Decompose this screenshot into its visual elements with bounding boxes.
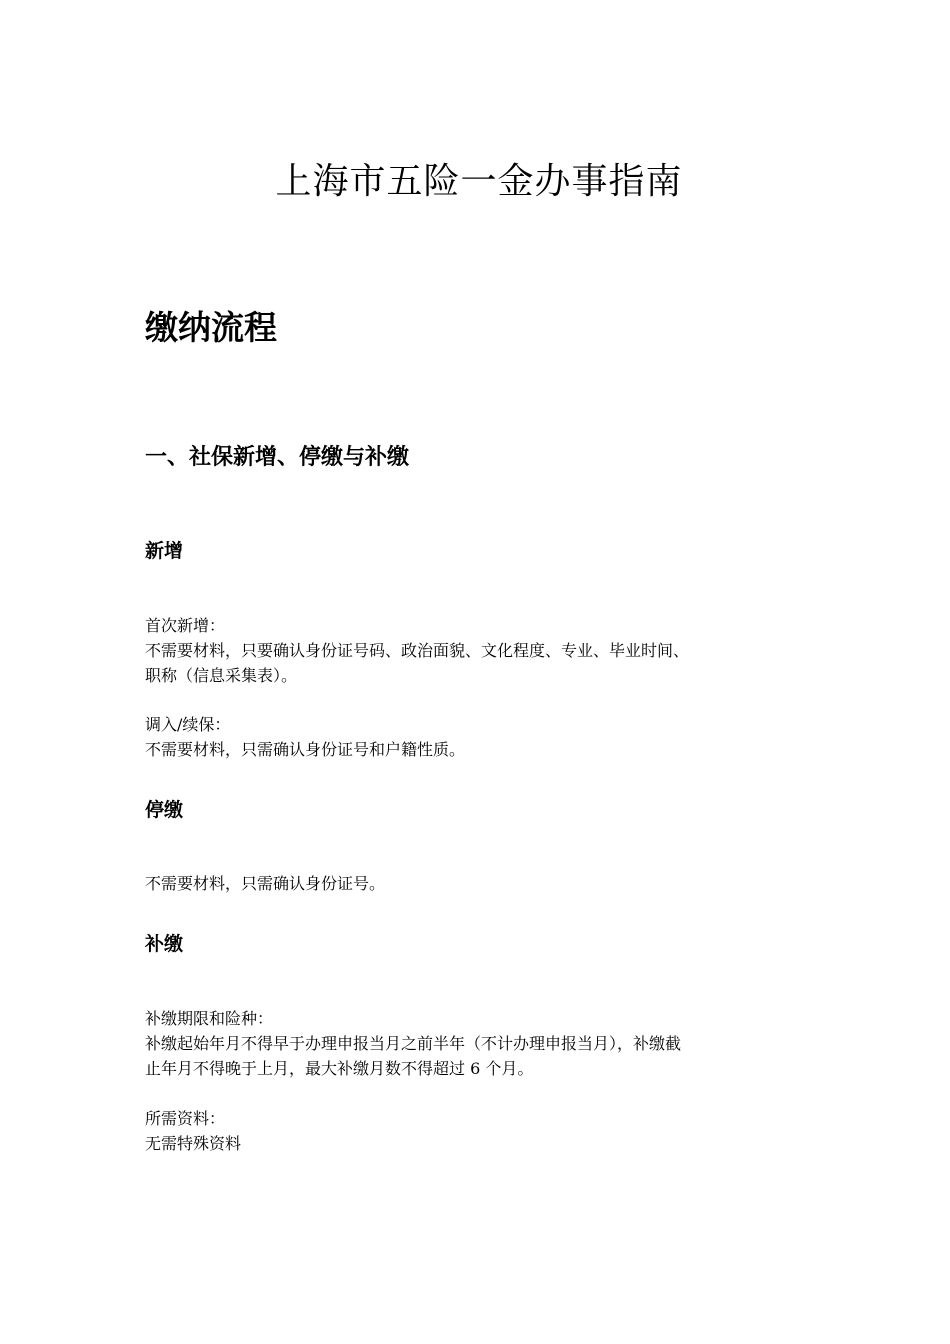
transfer-paragraph (145, 712, 825, 762)
document-title: 上海市五险一金办事指南 (275, 161, 683, 202)
heading-stop: 停缴 (145, 799, 184, 821)
section-heading: 缴纳流程 (145, 308, 277, 347)
first-enroll-text-line1: 不需要材料，只要确认身份证号码、政治面貌、文化程度、专业、毕业时间、 (145, 641, 690, 660)
supplement-period-label: 补缴期限和险种： (145, 1009, 274, 1028)
supplement-materials-paragraph (145, 1106, 825, 1156)
supplement-period-paragraph (145, 1006, 825, 1081)
subsection-heading: 一、社保新增、停缴与补缴 (145, 445, 410, 470)
heading-new-enroll: 新增 (145, 540, 184, 562)
heading-supplement: 补缴 (145, 933, 184, 955)
first-enroll-label: 首次新增： (145, 616, 226, 635)
transfer-text: 不需要材料，只需确认身份证号和户籍性质。 (145, 740, 466, 759)
transfer-label: 调入/续保： (145, 715, 231, 734)
supplement-materials-label: 所需资料： (145, 1109, 226, 1128)
first-enroll-paragraph (145, 613, 825, 688)
supplement-period-text-line2: 止年月不得晚于上月，最大补缴月数不得超过 6 个月。 (145, 1059, 534, 1078)
stop-text: 不需要材料，只需确认身份证号。 (145, 874, 386, 893)
supplement-period-text-line1: 补缴起始年月不得早于办理申报当月之前半年（不计办理申报当月），补缴截 (145, 1034, 682, 1053)
stop-paragraph (145, 871, 825, 896)
first-enroll-text-line2: 职称（信息采集表）。 (145, 666, 298, 685)
supplement-materials-text: 无需特殊资料 (145, 1134, 242, 1153)
